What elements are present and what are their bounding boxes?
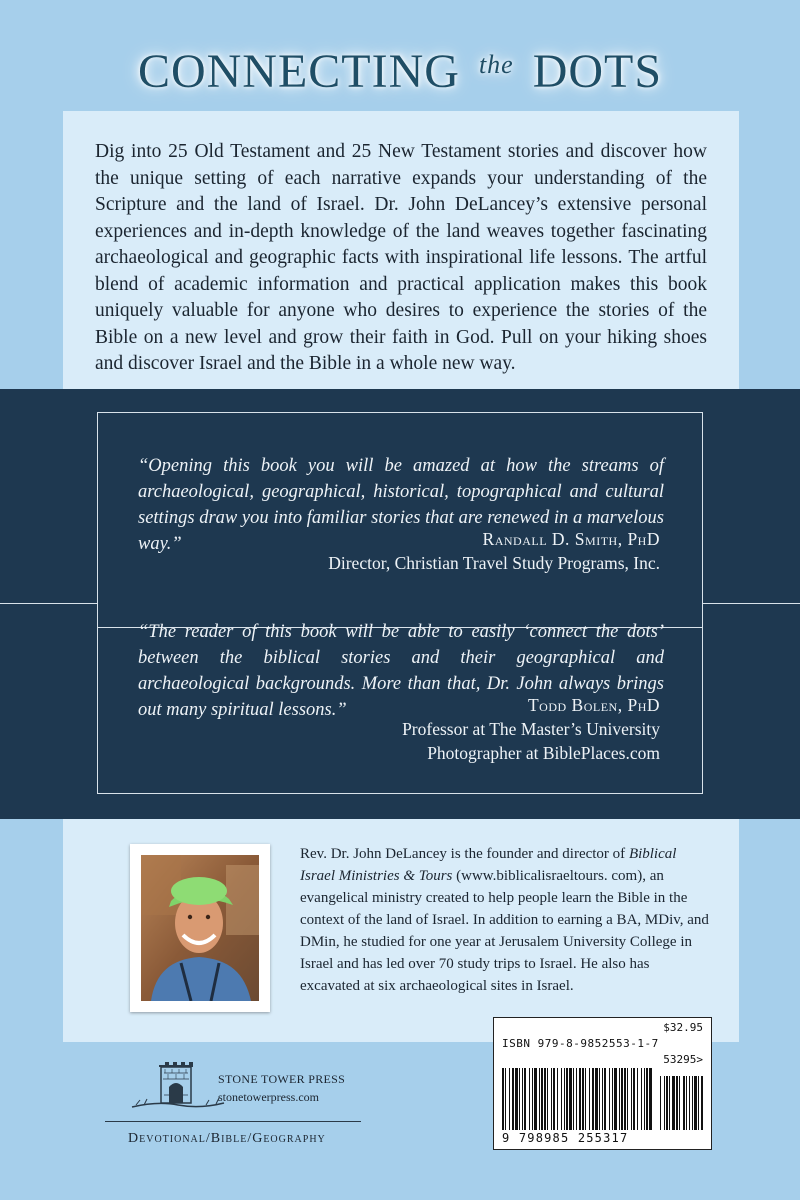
barcode-bar xyxy=(532,1068,533,1130)
endorsements-band xyxy=(0,389,800,819)
barcode-addon-bar xyxy=(686,1076,687,1130)
barcode-bar xyxy=(627,1068,628,1130)
barcode-isbn: ISBN 979-8-9852553-1-7 xyxy=(502,1037,659,1050)
barcode-bar xyxy=(539,1068,540,1130)
endorsements-box xyxy=(97,412,703,794)
author-photo xyxy=(141,855,259,1001)
book-description: Dig into 25 Old Testament and 25 New Testament stories and discover how the unique setting of each narrative expands your understanding of the Scripture and the land of Israel. Dr. John DeLancey’s extensive personal experiences and in-depth knowledge of the land weaves together fascinating archaeological and geographic facts with inspirational life lessons. The artful blend of academic information and practical application makes this book uniquely valuable for anyone who desires to experience the stories of the Bible on a new level and grow their faith in God. Pull on your hiking shoes and discover Israel and the Bible in a whole new way. xyxy=(63,111,739,389)
barcode-bar xyxy=(547,1068,548,1130)
barcode-bar xyxy=(576,1068,577,1130)
barcode-bar xyxy=(649,1068,652,1130)
barcode-bar xyxy=(599,1068,600,1130)
stone-tower-logo xyxy=(128,1055,228,1110)
endorsement-quote-2: “The reader of this book will be able to easily ‘connect the dots’ between the biblical stories and their geographical and archaeological backgrounds. More than that, Dr. John always brings out many spiritual lessons.” xyxy=(138,622,664,720)
barcode-bar xyxy=(534,1068,537,1130)
barcode-bar xyxy=(544,1068,546,1130)
barcode-price: $32.95 xyxy=(663,1021,703,1034)
barcode-bar xyxy=(644,1068,645,1130)
book-title xyxy=(0,44,800,99)
endorsement-attribution-1 xyxy=(328,527,660,575)
barcode-addon-bar xyxy=(660,1076,661,1130)
barcode-bar xyxy=(541,1068,543,1130)
barcode-bar xyxy=(595,1068,598,1130)
barcode-addon-bar xyxy=(683,1076,685,1130)
endorser-title-2: Professor at The Master’s University xyxy=(402,719,660,739)
barcode-bar xyxy=(519,1068,520,1130)
barcode-bar xyxy=(512,1068,514,1130)
title-connecting: CONNECTING xyxy=(137,45,460,98)
barcode-bar xyxy=(524,1068,526,1130)
barcode-bar xyxy=(509,1068,510,1130)
endorser-title-1: Director, Christian Travel Study Programs, Inc. xyxy=(328,553,660,573)
barcode-addon-bar xyxy=(689,1076,690,1130)
isbn-barcode xyxy=(493,1017,712,1150)
barcode-bar xyxy=(631,1068,632,1130)
barcode-bar xyxy=(553,1068,555,1130)
endorsement-quote-1: “Opening this book you will be amazed at how the streams of archaeological, geographical, historical, topographical and cultural settings draw you into familiar stories that are renewed in a marvelous way.” xyxy=(138,456,664,554)
barcode-addon-bar xyxy=(676,1076,678,1130)
barcode-addon-bar xyxy=(664,1076,665,1130)
barcode-bar xyxy=(579,1068,581,1130)
bio-rest: (www.biblicalisraeltours. com), an evangelical ministry created to help people learn the Bible in the context of the land of Israel. In addition to earning a BA, MDiv, and DMin, he studied for one year at Jerusalem University College in Israel and has led over 70 study trips to Israel. He also has excavated at six archaeological sites in Israel. xyxy=(300,868,709,994)
barcode-addon-bar xyxy=(701,1076,703,1130)
bio-ministry-name: Biblical Israel Ministries & Tours xyxy=(300,846,677,884)
publisher-name: STONE TOWER PRESS xyxy=(218,1072,346,1086)
barcode-bar xyxy=(614,1068,617,1130)
barcode-bar xyxy=(641,1068,642,1130)
barcode-addon-bar xyxy=(669,1076,670,1130)
barcode-bar xyxy=(505,1068,506,1130)
endorsement-attribution-2 xyxy=(402,693,660,765)
barcode-bar xyxy=(585,1068,586,1130)
barcode-bar xyxy=(522,1068,523,1130)
barcode-bar xyxy=(557,1068,558,1130)
author-bio-panel xyxy=(63,819,739,1042)
barcode-bar xyxy=(646,1068,648,1130)
barcode-addon-bar xyxy=(692,1076,693,1130)
endorser-name-1: Randall D. Smith, PhD xyxy=(482,529,660,549)
barcode-bar xyxy=(612,1068,613,1130)
barcode-addon-bar xyxy=(698,1076,699,1130)
endorser-name-2: Todd Bolen, PhD xyxy=(527,695,660,715)
publisher-url: stonetowerpress.com xyxy=(218,1090,319,1104)
book-category: Devotional/Bible/Geography xyxy=(128,1131,326,1146)
barcode-bar xyxy=(621,1068,623,1130)
barcode-bar xyxy=(561,1068,562,1130)
barcode-bar xyxy=(564,1068,565,1130)
barcode-bar xyxy=(569,1068,572,1130)
barcode-bar xyxy=(633,1068,635,1130)
barcode-addon-bar xyxy=(672,1076,675,1130)
endorser-title-2b: Photographer at BiblePlaces.com xyxy=(427,743,660,763)
barcode-addon-bar xyxy=(666,1076,668,1130)
barcode-bar xyxy=(592,1068,594,1130)
barcode-bar xyxy=(619,1068,620,1130)
barcode-bar xyxy=(582,1068,584,1130)
barcode-bar xyxy=(566,1068,568,1130)
barcode-bar xyxy=(502,1068,504,1130)
barcode-addon-bar xyxy=(679,1076,680,1130)
category-rule xyxy=(105,1121,361,1122)
band-divider-right xyxy=(703,603,800,604)
barcode-bar xyxy=(624,1068,626,1130)
barcode-addon-bar xyxy=(694,1076,697,1130)
title-the: the xyxy=(478,50,514,79)
barcode-bar xyxy=(573,1068,574,1130)
bio-intro: Rev. Dr. John DeLancey is the founder and director of xyxy=(300,846,629,862)
barcode-bar xyxy=(604,1068,606,1130)
barcode-number: 9 798985 255317 xyxy=(502,1131,629,1145)
band-divider-left xyxy=(0,603,97,604)
barcode-bar xyxy=(609,1068,610,1130)
barcode-addon: 53295> xyxy=(663,1053,703,1066)
barcode-bar xyxy=(515,1068,518,1130)
barcode-bar xyxy=(529,1068,530,1130)
author-bio-text xyxy=(300,843,712,997)
barcode-bar xyxy=(589,1068,590,1130)
barcode-bars xyxy=(500,1068,705,1130)
barcode-bar xyxy=(551,1068,552,1130)
barcode-bar xyxy=(637,1068,638,1130)
title-dots: DOTS xyxy=(532,45,663,98)
barcode-bar xyxy=(602,1068,603,1130)
author-photo-frame xyxy=(130,844,270,1012)
